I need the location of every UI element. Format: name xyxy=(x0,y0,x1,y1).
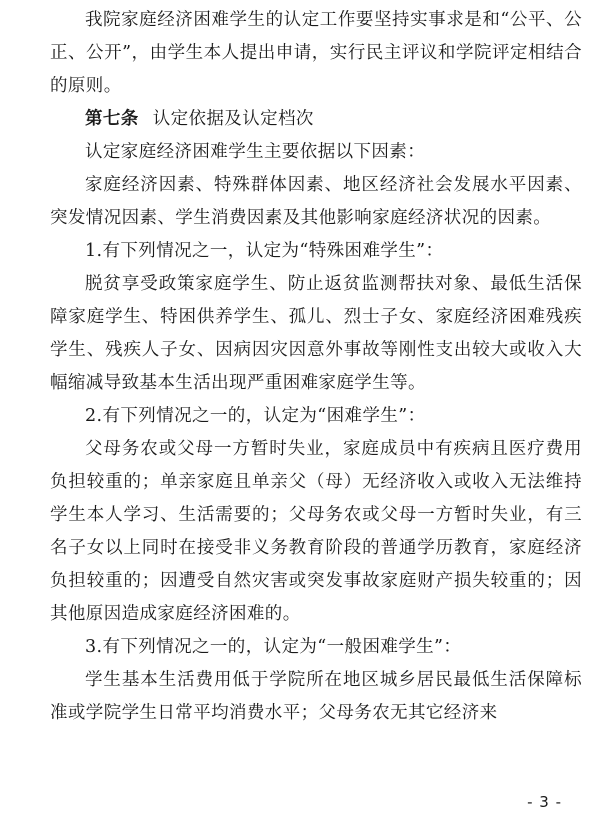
article-title: 认定依据及认定档次 xyxy=(152,109,314,129)
paragraph-level-1-heading: 1.有下列情况之一，认定为“特殊困难学生”： xyxy=(85,241,444,261)
paragraph-level-3-body: 学生基本生活费用低于学院所在地区城乡居民最低生活保障标准或学院学生日常平均消费水平；父母务农无其它经济来 xyxy=(50,670,582,723)
paragraph-factors: 家庭经济因素、特殊群体因素、地区经济社会发展水平因素、突发情况因素、学生消费因素及其他影响家庭经济状况的因素。 xyxy=(50,175,582,228)
paragraph-level-2-heading: 2.有下列情况之一的，认定为“困难学生”： xyxy=(85,406,426,426)
paragraph-principle: 我院家庭经济困难学生的认定工作要坚持实事求是和“公平、公正、公开”，由学生本人提出申请，实行民主评议和学院评定相结合的原则。 xyxy=(50,10,582,96)
paragraph-intro: 认定家庭经济困难学生主要依据以下因素： xyxy=(85,142,426,162)
article-heading xyxy=(50,103,582,136)
paragraph-level-1-body: 脱贫享受政策家庭学生、防止返贫监测帮扶对象、最低生活保障家庭学生、特困供养学生、孤儿、烈士子女、家庭经济困难残疾学生、残疾人子女、因病因灾因意外事故等刚性支出较大或收入大幅缩减导致基本生活出现严重困难家庭学生等。 xyxy=(50,274,582,393)
page-number: - 3 - xyxy=(527,793,562,811)
paragraph-level-3-heading: 3.有下列情况之一的，认定为“一般困难学生”： xyxy=(85,637,462,657)
article-number: 第七条 xyxy=(85,109,139,129)
paragraph-level-2-body: 父母务农或父母一方暂时失业，家庭成员中有疾病且医疗费用负担较重的；单亲家庭且单亲父（母）无经济收入或收入无法维持学生本人学习、生活需要的；父母务农或父母一方暂时失业，有三名子女以上同时在接受非义务教育阶段的普通学历教育，家庭经济负担较重的；因遭受自然灾害或突发事故家庭财产损失较重的；因其他原因造成家庭经济困难的。 xyxy=(50,439,582,624)
